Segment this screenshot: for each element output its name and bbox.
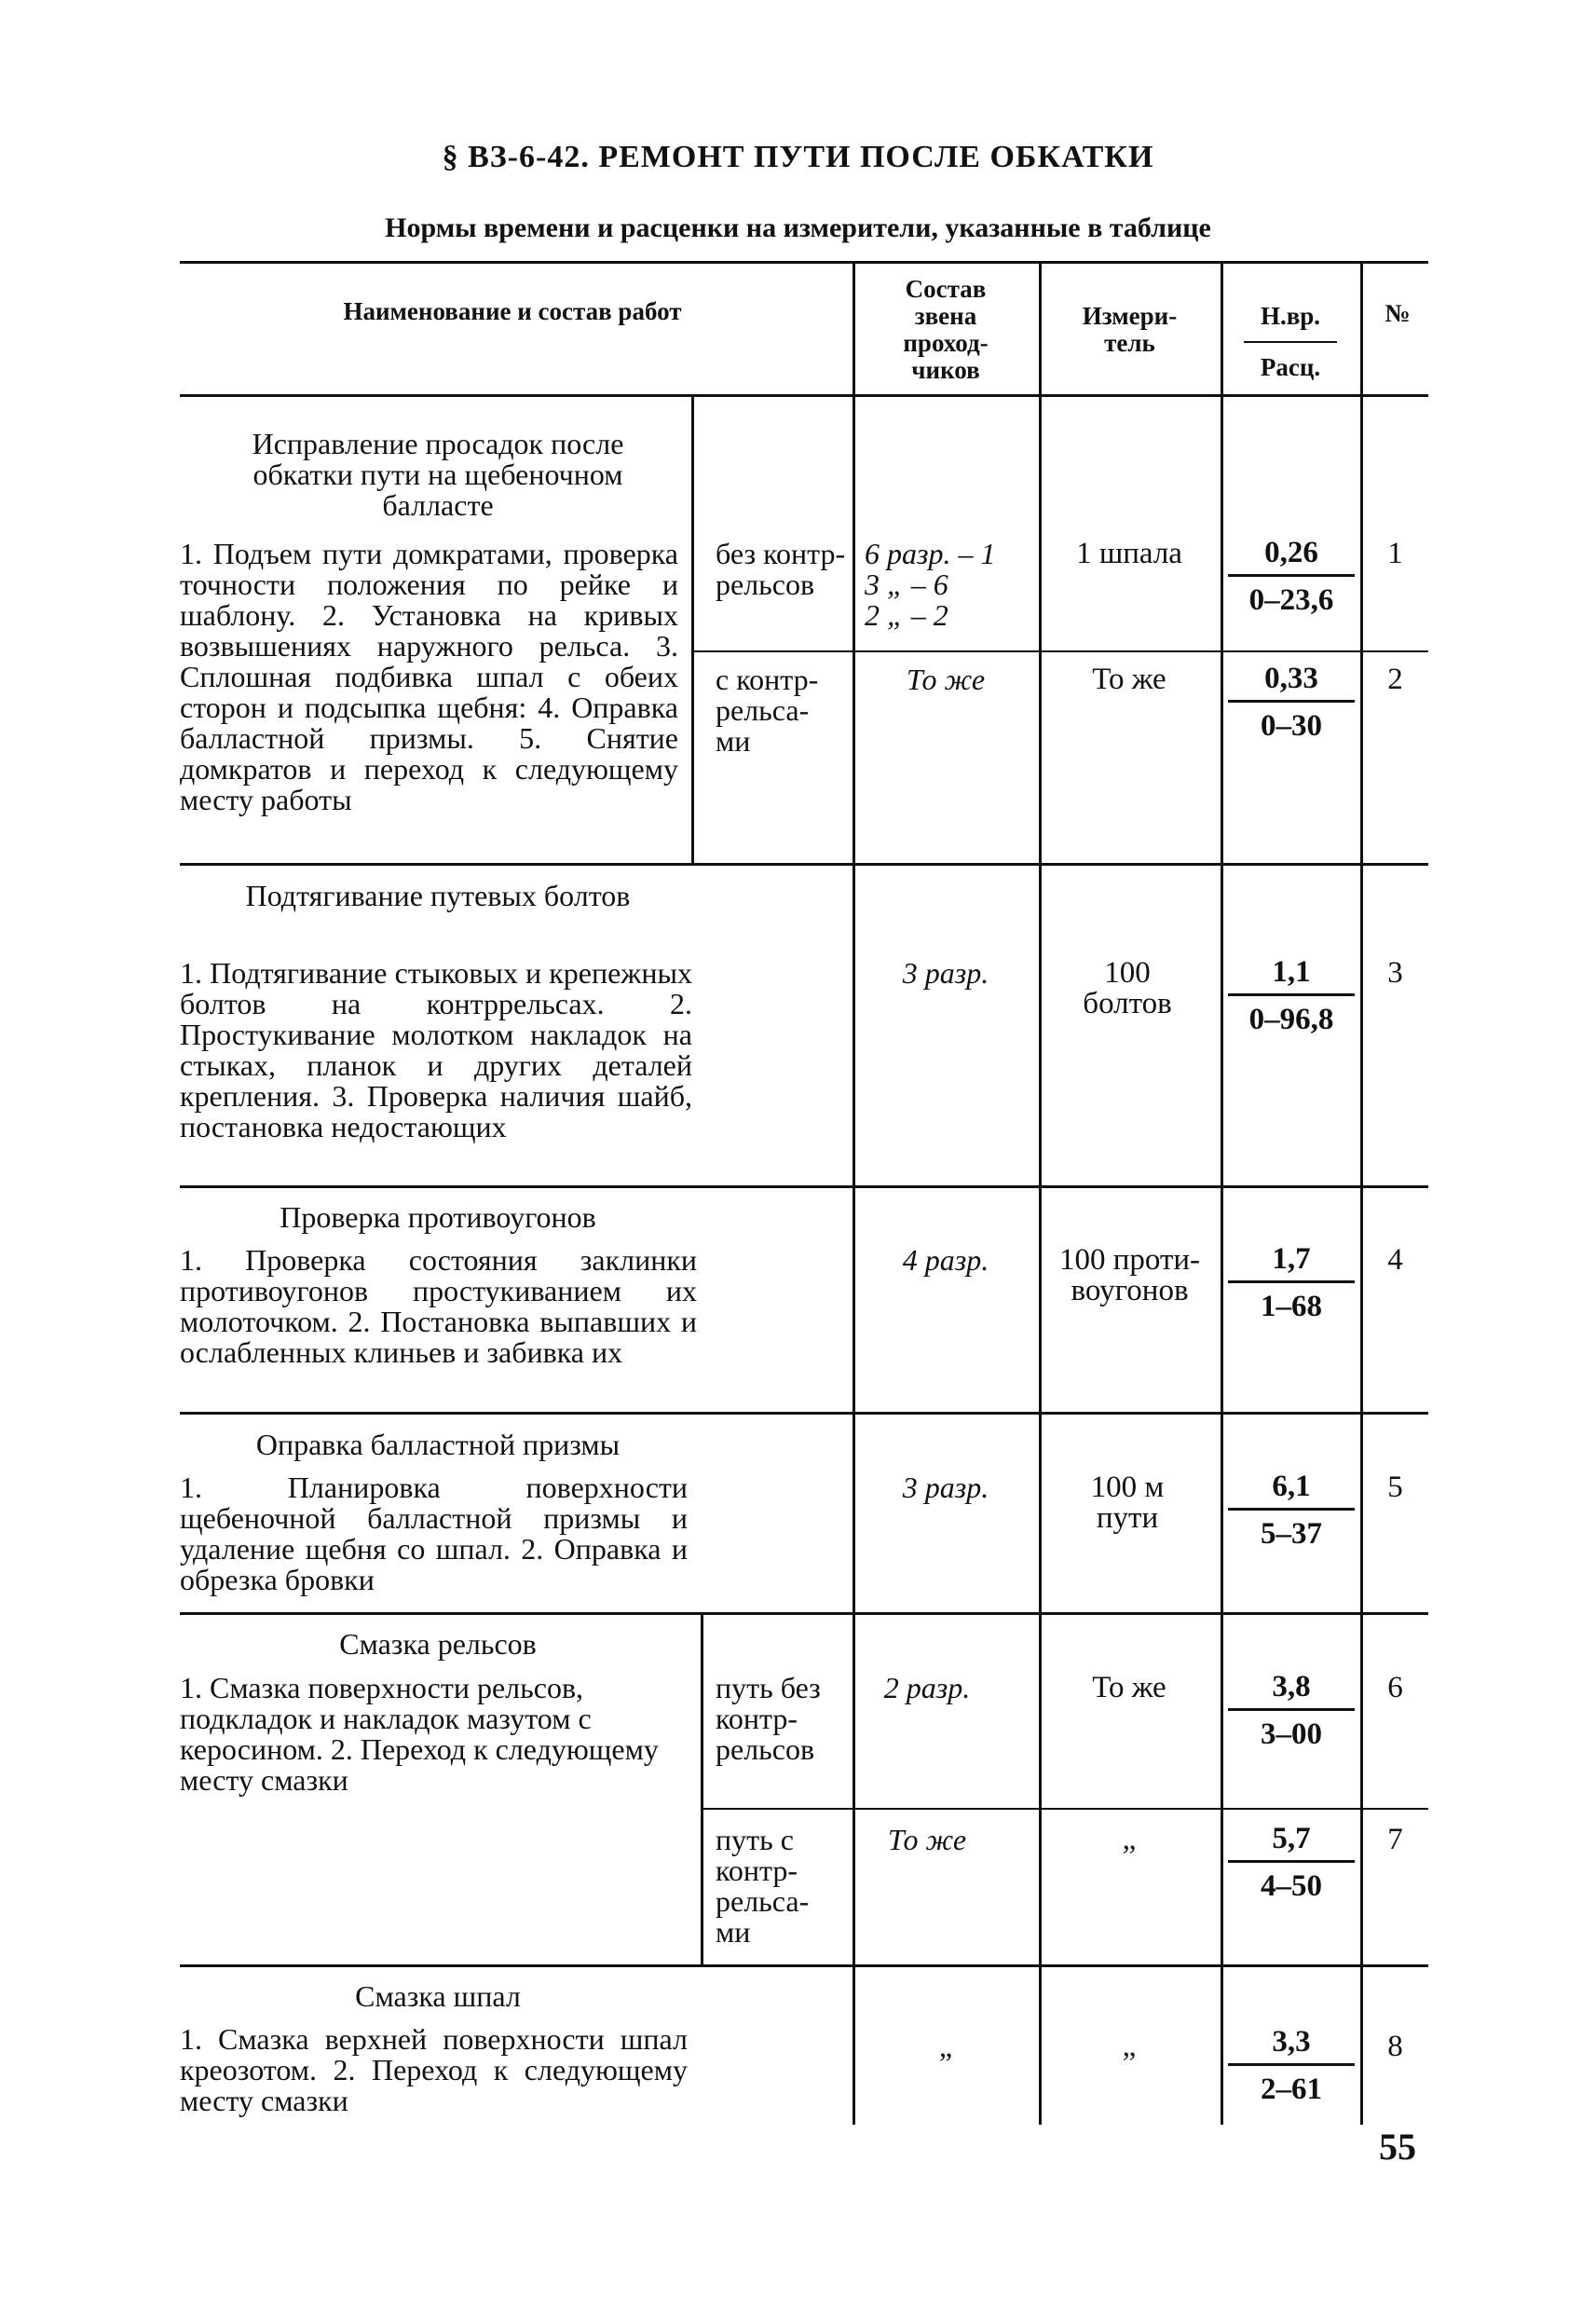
header-crew: Состав звена проход- чиков — [903, 275, 989, 384]
section-rule — [180, 1612, 1428, 1615]
rate: 0–30 — [1261, 709, 1322, 743]
header-unit: Измери- тель — [1082, 302, 1178, 357]
row-number: 3 — [1387, 956, 1403, 990]
header-name: Наименование и состав работ — [343, 297, 682, 325]
variant-label: путь с контр- рельса- ми — [716, 1823, 810, 1949]
norm-time: 3,8 — [1272, 1670, 1311, 1703]
fraction-bar — [1228, 993, 1355, 996]
section-rule — [180, 1185, 1428, 1188]
section-description: 1. Планировка поверхности щебеночной балластной призмы и удаление щебня со шпал. 2. Оправка и обрезка бровки — [180, 1471, 688, 1596]
section-description: 1. Подтягивание стыковых и крепежных болтов на контррельсах. 2. Простукивание молотком накладок на стыках, планок и других деталей крепления. 3. Проверка наличия шайб, постановка недостающих — [180, 956, 692, 1143]
page-title: § ВЗ-6-42. РЕМОНТ ПУТИ ПОСЛЕ ОБКАТКИ — [442, 140, 1154, 174]
rate: 0–23,6 — [1248, 583, 1334, 617]
fraction-bar — [1228, 574, 1355, 577]
row-number: 7 — [1387, 1823, 1403, 1856]
norm-time: 1,1 — [1272, 955, 1311, 989]
row-number: 8 — [1387, 2030, 1403, 2063]
section-title: Смазка шпал — [355, 1979, 521, 2013]
crew-line: 3 разр. — [902, 1471, 989, 1504]
section-title: Оправка балластной призмы — [255, 1428, 621, 1461]
crew-line: „ — [938, 2030, 953, 2063]
unit-cell: 100 проти- воугонов — [1058, 1243, 1201, 1307]
unit-cell: 100 м пути — [1090, 1471, 1165, 1535]
section-rule — [180, 1964, 1428, 1967]
unit-cell: 100 болтов — [1083, 956, 1172, 1020]
row-rule — [701, 1808, 1428, 1810]
norm-fraction — [1228, 954, 1355, 1037]
section-description: 1. Смазка поверхности рельсов, подкладок и накладок мазутом с керосином. 2. Переход к следующему месту смазки — [180, 1671, 659, 1797]
fraction-bar — [1228, 1508, 1355, 1511]
rate: 2–61 — [1261, 2073, 1322, 2106]
crew-line: 3 разр. — [902, 956, 989, 990]
header-norm-top: Н.вр. — [1260, 302, 1321, 330]
col-rule — [1039, 261, 1042, 2125]
header-bottom-rule — [180, 394, 1428, 397]
section-title: Проверка противоугонов — [280, 1200, 596, 1234]
rate: 0–96,8 — [1248, 1003, 1334, 1036]
rate: 1–68 — [1261, 1290, 1322, 1323]
norm-time: 5,7 — [1272, 1822, 1311, 1855]
header-norm-divider — [1244, 341, 1337, 343]
crew-line: 4 разр. — [902, 1243, 989, 1277]
section-description: 1. Смазка верхней поверхности шпал креозотом. 2. Переход к следующему месту смазки — [180, 2022, 688, 2117]
fraction-bar — [1228, 1708, 1355, 1711]
norm-fraction — [1228, 2024, 1355, 2107]
norm-time: 6,1 — [1272, 1470, 1311, 1503]
unit-cell: То же — [1092, 663, 1166, 696]
fraction-bar — [1228, 700, 1355, 703]
norm-fraction — [1228, 1469, 1355, 1552]
page-number: 55 — [1379, 2126, 1416, 2168]
unit-cell: 1 шпала — [1076, 537, 1182, 570]
variant-label: с контр- рельса- ми — [716, 663, 819, 758]
variant-label: без контр- рельсов — [716, 537, 846, 601]
section-description: 1. Проверка состояния заклинки противоугонов простукиванием их молоточком. 2. Постановка выпавших и ослабленных клиньев и забивка их — [180, 1243, 697, 1369]
header-norm-bottom: Расц. — [1260, 353, 1321, 381]
row-number: 5 — [1387, 1471, 1403, 1504]
norm-fraction — [1228, 1241, 1355, 1324]
section-title: Исправление просадок после обкатки пути на щебеночном балласте — [252, 427, 624, 522]
col-rule — [1221, 261, 1223, 2125]
section-title: Смазка рельсов — [339, 1627, 537, 1661]
row-number: 4 — [1387, 1243, 1403, 1277]
section-rule — [180, 863, 1428, 866]
table-top-rule — [180, 261, 1428, 264]
norm-fraction — [1228, 1669, 1355, 1752]
page-subtitle: Нормы времени и расценки на измерители, указанные в таблице — [385, 212, 1211, 243]
fraction-bar — [1228, 1860, 1355, 1863]
row-rule — [691, 650, 1428, 652]
rate: 4–50 — [1261, 1869, 1322, 1903]
norm-time: 0,33 — [1264, 662, 1318, 695]
row-number: 6 — [1387, 1671, 1403, 1704]
unit-cell: „ — [1122, 1823, 1137, 1856]
variant-rule — [691, 394, 694, 865]
norm-time: 1,7 — [1272, 1242, 1311, 1276]
col-rule — [1360, 261, 1363, 2125]
section-description: 1. Подъем пути домкратами, проверка точности положения по рейке и шаблону. 2. Установка на кривых возвышениях наружного рельса. 3. Сплошная подбивка шпал с обеих сторон и подсыпка щебня: 4. Оправка балластной призмы. 5. Снятие домкратов и переход к следующему месту работы — [180, 537, 678, 816]
row-number: 1 — [1387, 537, 1403, 570]
crew-line: 3 „ – 6 — [865, 568, 948, 601]
variant-label: путь без контр- рельсов — [716, 1671, 821, 1766]
norm-time: 0,26 — [1264, 536, 1318, 569]
crew-line: То же — [906, 663, 986, 696]
norm-fraction — [1228, 1821, 1355, 1904]
crew-line: 2 разр. — [883, 1671, 971, 1704]
unit-cell: То же — [1092, 1671, 1166, 1704]
rate: 3–00 — [1261, 1717, 1322, 1751]
crew-line: То же — [887, 1823, 967, 1856]
row-number: 2 — [1387, 663, 1403, 696]
fraction-bar — [1228, 2063, 1355, 2066]
section-title: Подтягивание путевых болтов — [245, 879, 631, 912]
norm-time: 3,3 — [1272, 2025, 1311, 2059]
unit-cell: „ — [1122, 2030, 1137, 2063]
norm-fraction — [1228, 535, 1355, 618]
rate: 5–37 — [1261, 1517, 1322, 1551]
section-rule — [180, 1412, 1428, 1415]
variant-rule — [701, 1612, 703, 1966]
norm-fraction — [1228, 661, 1355, 744]
fraction-bar — [1228, 1280, 1355, 1283]
crew-line: 2 „ – 2 — [865, 598, 948, 632]
crew-line: 6 разр. – 1 — [865, 537, 996, 570]
header-number: № — [1385, 299, 1411, 327]
